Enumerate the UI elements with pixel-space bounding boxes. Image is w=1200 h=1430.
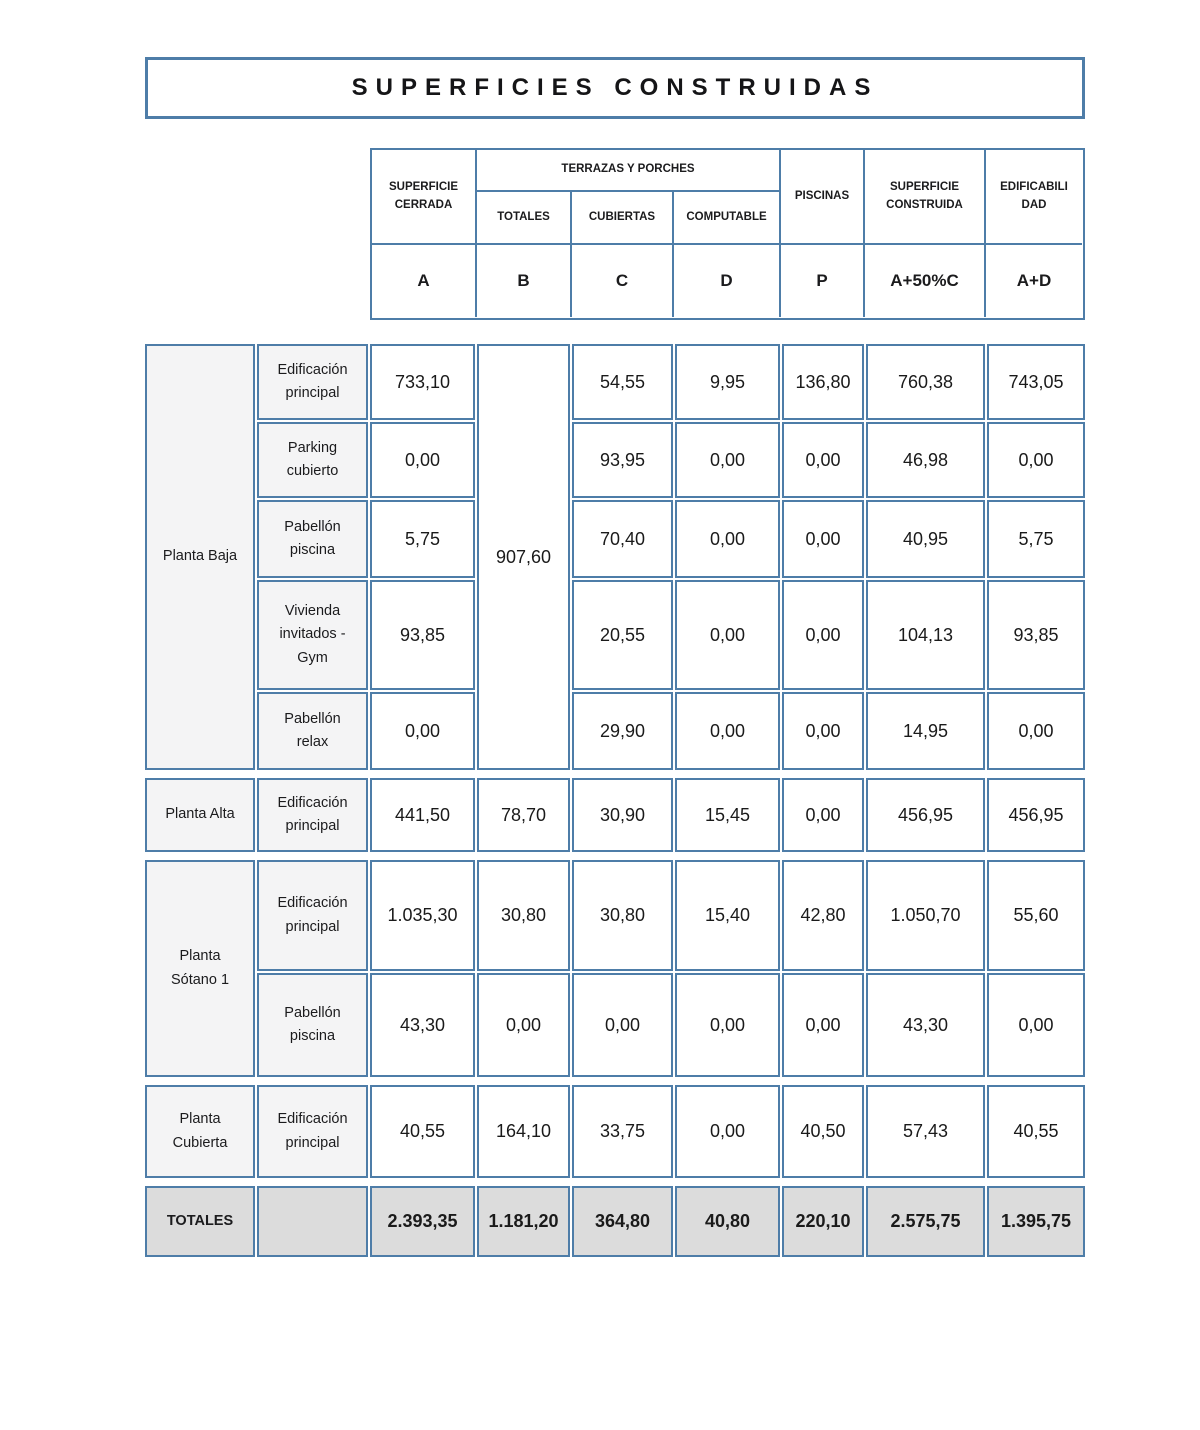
block-totales	[145, 1186, 1085, 1257]
value-cell-d: 0,00	[675, 580, 780, 690]
category-cell: Vivienda invitados - Gym	[257, 580, 368, 690]
value-cell-p: 0,00	[782, 973, 864, 1077]
table-body	[145, 344, 1085, 1257]
value-cell-a50c: 456,95	[866, 778, 985, 852]
header-edificabilidad: EDIFICABILI DAD	[984, 150, 1082, 243]
page-title: SUPERFICIES CONSTRUIDAS	[351, 74, 879, 101]
value-cell-p: 40,50	[782, 1085, 864, 1178]
header-superficie-construida: SUPERFICIE CONSTRUIDA	[863, 150, 984, 243]
value-cell-p: 0,00	[782, 580, 864, 690]
header-letter-ad: A+D	[984, 243, 1082, 317]
value-cell-d: 0,00	[675, 500, 780, 578]
value-cell-c: 30,80	[572, 860, 673, 971]
value-cell-c: 54,55	[572, 344, 673, 420]
header-cubiertas: CUBIERTAS	[570, 192, 672, 243]
category-cell: Edificación principal	[257, 344, 368, 420]
value-cell-ad: 55,60	[987, 860, 1085, 971]
value-cell-a50c: 40,95	[866, 500, 985, 578]
header-letter-b: B	[475, 243, 570, 317]
value-cell-a: 40,55	[370, 1085, 475, 1178]
value-cell-p: 0,00	[782, 500, 864, 578]
header-totales: TOTALES	[475, 192, 570, 243]
totals-cell-a50c: 2.575,75	[866, 1186, 985, 1257]
value-cell-d: 15,45	[675, 778, 780, 852]
header-superficie-cerrada: SUPERFICIE CERRADA	[388, 180, 458, 211]
category-cell: Edificación principal	[257, 860, 368, 971]
value-cell-ad: 5,75	[987, 500, 1085, 578]
value-cell-p: 0,00	[782, 778, 864, 852]
value-cell-a: 1.035,30	[370, 860, 475, 971]
floor-cell: Planta Baja	[145, 344, 255, 770]
value-cell-a: 441,50	[370, 778, 475, 852]
value-cell-a50c: 760,38	[866, 344, 985, 420]
header-letter-d: D	[672, 243, 779, 317]
category-cell: Edificación principal	[257, 778, 368, 852]
header-letter-p: P	[779, 243, 863, 317]
value-cell-b: 78,70	[477, 778, 570, 852]
block-planta-alta	[145, 778, 1085, 852]
header-computable: COMPUTABLE	[672, 192, 779, 243]
value-cell-a50c: 57,43	[866, 1085, 985, 1178]
value-cell-a: 93,85	[370, 580, 475, 690]
title-box	[145, 57, 1085, 119]
value-cell-c: 93,95	[572, 422, 673, 498]
value-cell-a50c: 46,98	[866, 422, 985, 498]
value-cell-b: 164,10	[477, 1085, 570, 1178]
category-cell: Pabellón piscina	[257, 973, 368, 1077]
value-cell-b-merged: 907,60	[477, 344, 570, 770]
header-letter-c: C	[570, 243, 672, 317]
totals-cell-p: 220,10	[782, 1186, 864, 1257]
value-cell-c: 29,90	[572, 692, 673, 770]
totals-cell-ad: 1.395,75	[987, 1186, 1085, 1257]
value-cell-c: 70,40	[572, 500, 673, 578]
value-cell-p: 136,80	[782, 344, 864, 420]
value-cell-ad: 93,85	[987, 580, 1085, 690]
block-planta-sotano-1	[145, 860, 1085, 1077]
value-cell-b: 0,00	[477, 973, 570, 1077]
totals-label-cell: TOTALES	[145, 1186, 255, 1257]
value-cell-ad: 0,00	[987, 422, 1085, 498]
header-piscinas: PISCINAS	[779, 150, 863, 243]
value-cell-ad: 0,00	[987, 692, 1085, 770]
value-cell-a: 43,30	[370, 973, 475, 1077]
value-cell-a: 733,10	[370, 344, 475, 420]
value-cell-a50c: 104,13	[866, 580, 985, 690]
value-cell-a50c: 14,95	[866, 692, 985, 770]
totals-cell-d: 40,80	[675, 1186, 780, 1257]
block-planta-baja	[145, 344, 1085, 770]
value-cell-d: 0,00	[675, 1085, 780, 1178]
floor-cell: Planta Cubierta	[145, 1085, 255, 1178]
floor-cell: Planta Alta	[145, 778, 255, 852]
value-cell-ad: 743,05	[987, 344, 1085, 420]
category-cell: Parking cubierto	[257, 422, 368, 498]
header-letter-a50c: A+50%C	[863, 243, 984, 317]
value-cell-d: 0,00	[675, 692, 780, 770]
category-cell: Pabellón relax	[257, 692, 368, 770]
value-cell-a50c: 1.050,70	[866, 860, 985, 971]
value-cell-c: 0,00	[572, 973, 673, 1077]
value-cell-a: 0,00	[370, 422, 475, 498]
value-cell-p: 0,00	[782, 692, 864, 770]
value-cell-c: 33,75	[572, 1085, 673, 1178]
value-cell-p: 0,00	[782, 422, 864, 498]
value-cell-c: 20,55	[572, 580, 673, 690]
value-cell-b: 30,80	[477, 860, 570, 971]
category-cell: Edificación principal	[257, 1085, 368, 1178]
category-cell: Pabellón piscina	[257, 500, 368, 578]
header-letter-a: A	[372, 243, 475, 317]
column-header	[370, 148, 1085, 320]
totals-cell-b: 1.181,20	[477, 1186, 570, 1257]
value-cell-a50c: 43,30	[866, 973, 985, 1077]
value-cell-ad: 40,55	[987, 1085, 1085, 1178]
value-cell-c: 30,90	[572, 778, 673, 852]
floor-cell: Planta Sótano 1	[145, 860, 255, 1077]
value-cell-d: 15,40	[675, 860, 780, 971]
header-terrazas-y-porches: TERRAZAS Y PORCHES	[475, 150, 779, 192]
value-cell-d: 0,00	[675, 973, 780, 1077]
surfaces-table	[145, 57, 1085, 1257]
block-planta-cubierta	[145, 1085, 1085, 1178]
value-cell-d: 9,95	[675, 344, 780, 420]
value-cell-ad: 456,95	[987, 778, 1085, 852]
value-cell-ad: 0,00	[987, 973, 1085, 1077]
value-cell-p: 42,80	[782, 860, 864, 971]
totals-cell-c: 364,80	[572, 1186, 673, 1257]
value-cell-a: 0,00	[370, 692, 475, 770]
totals-cell-a: 2.393,35	[370, 1186, 475, 1257]
value-cell-a: 5,75	[370, 500, 475, 578]
value-cell-d: 0,00	[675, 422, 780, 498]
totals-empty-cell	[257, 1186, 368, 1257]
